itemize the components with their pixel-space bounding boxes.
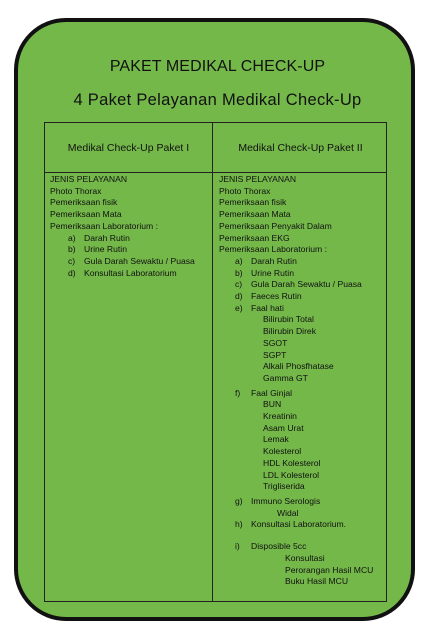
service-item: Photo Thorax: [219, 185, 271, 196]
lab-item: e) Faal hati: [235, 302, 284, 313]
page-title: PAKET MEDIKAL CHECK-UP: [109, 58, 326, 75]
lab-item: b) Urine Rutin: [235, 267, 294, 278]
header-divider: [45, 172, 386, 173]
column-divider: [212, 123, 213, 601]
service-item: Pemeriksaan Mata: [50, 209, 122, 220]
lab-item: d) Konsultasi Laboratorium: [68, 267, 177, 278]
page-subtitle: 4 Paket Pelayanan Medikal Check-Up: [73, 91, 362, 109]
faal-ginjal-test: HDL Kolesterol: [263, 457, 321, 468]
lab-item: f) Faal Ginjal: [235, 387, 293, 398]
faal-hati-test: Gamma GT: [263, 372, 308, 383]
faal-hati-test: Alkali Phosfhatase: [263, 361, 334, 372]
faal-ginjal-test: BUN: [263, 399, 282, 410]
faal-hati-test: SGPT: [263, 349, 287, 360]
lab-item: g) Immuno Serologis: [235, 495, 321, 506]
lab-item: i) Disposible 5cc: [235, 541, 307, 552]
service-item: Pemeriksaan fisik: [219, 197, 287, 208]
faal-hati-test: SGOT: [263, 337, 288, 348]
service-item: Pemeriksaan fisik: [50, 197, 118, 208]
section-heading: JENIS PELAYANAN: [50, 174, 128, 184]
faal-ginjal-test: Kolesterol: [263, 446, 302, 457]
lab-item: c) Gula Darah Sewaktu / Puasa: [235, 279, 362, 290]
package-2-header: Medikal Check-Up Paket II: [238, 141, 363, 154]
service-item: Photo Thorax: [50, 185, 102, 196]
extra-service: Buku Hasil MCU: [285, 576, 349, 587]
lab-item: h) Konsultasi Laboratorium.: [235, 519, 347, 530]
package-table: [44, 122, 387, 602]
package-2-column: [219, 174, 385, 588]
faal-hati-test: Bilirubin Direk: [263, 326, 317, 337]
spacer: [219, 531, 385, 541]
extra-service: Konsultasi: [285, 552, 325, 563]
lab-item: a) Darah Rutin: [68, 232, 130, 243]
faal-ginjal-test: Asam Urat: [263, 422, 304, 433]
service-item: Pemeriksaan Penyakit Dalam: [219, 220, 332, 231]
service-item: Pemeriksaan EKG: [219, 232, 290, 243]
section-heading: JENIS PELAYANAN: [219, 174, 297, 184]
lab-item: d) Faeces Rutin: [235, 291, 302, 302]
faal-hati-test: Bilirubin Total: [263, 314, 314, 325]
lab-item: c) Gula Darah Sewaktu / Puasa: [68, 255, 195, 266]
service-item: Pemeriksaan Laboratorium :: [219, 244, 327, 255]
immuno-test: Widal: [277, 507, 299, 518]
service-item: Pemeriksaan Laboratorium :: [50, 220, 158, 231]
faal-ginjal-test: LDL Kolesterol: [263, 469, 320, 480]
lab-item: a) Darah Rutin: [235, 255, 297, 266]
extra-service: Perorangan Hasil MCU: [285, 564, 374, 575]
faal-ginjal-test: Trigliserida: [263, 481, 305, 492]
package-1-column: [50, 174, 210, 279]
service-item: Pemeriksaan Mata: [219, 209, 291, 220]
lab-item: b) Urine Rutin: [68, 244, 127, 255]
package-1-header: Medikal Check-Up Paket I: [67, 141, 190, 154]
faal-ginjal-test: Lemak: [263, 434, 289, 445]
faal-ginjal-test: Kreatinin: [263, 411, 297, 422]
